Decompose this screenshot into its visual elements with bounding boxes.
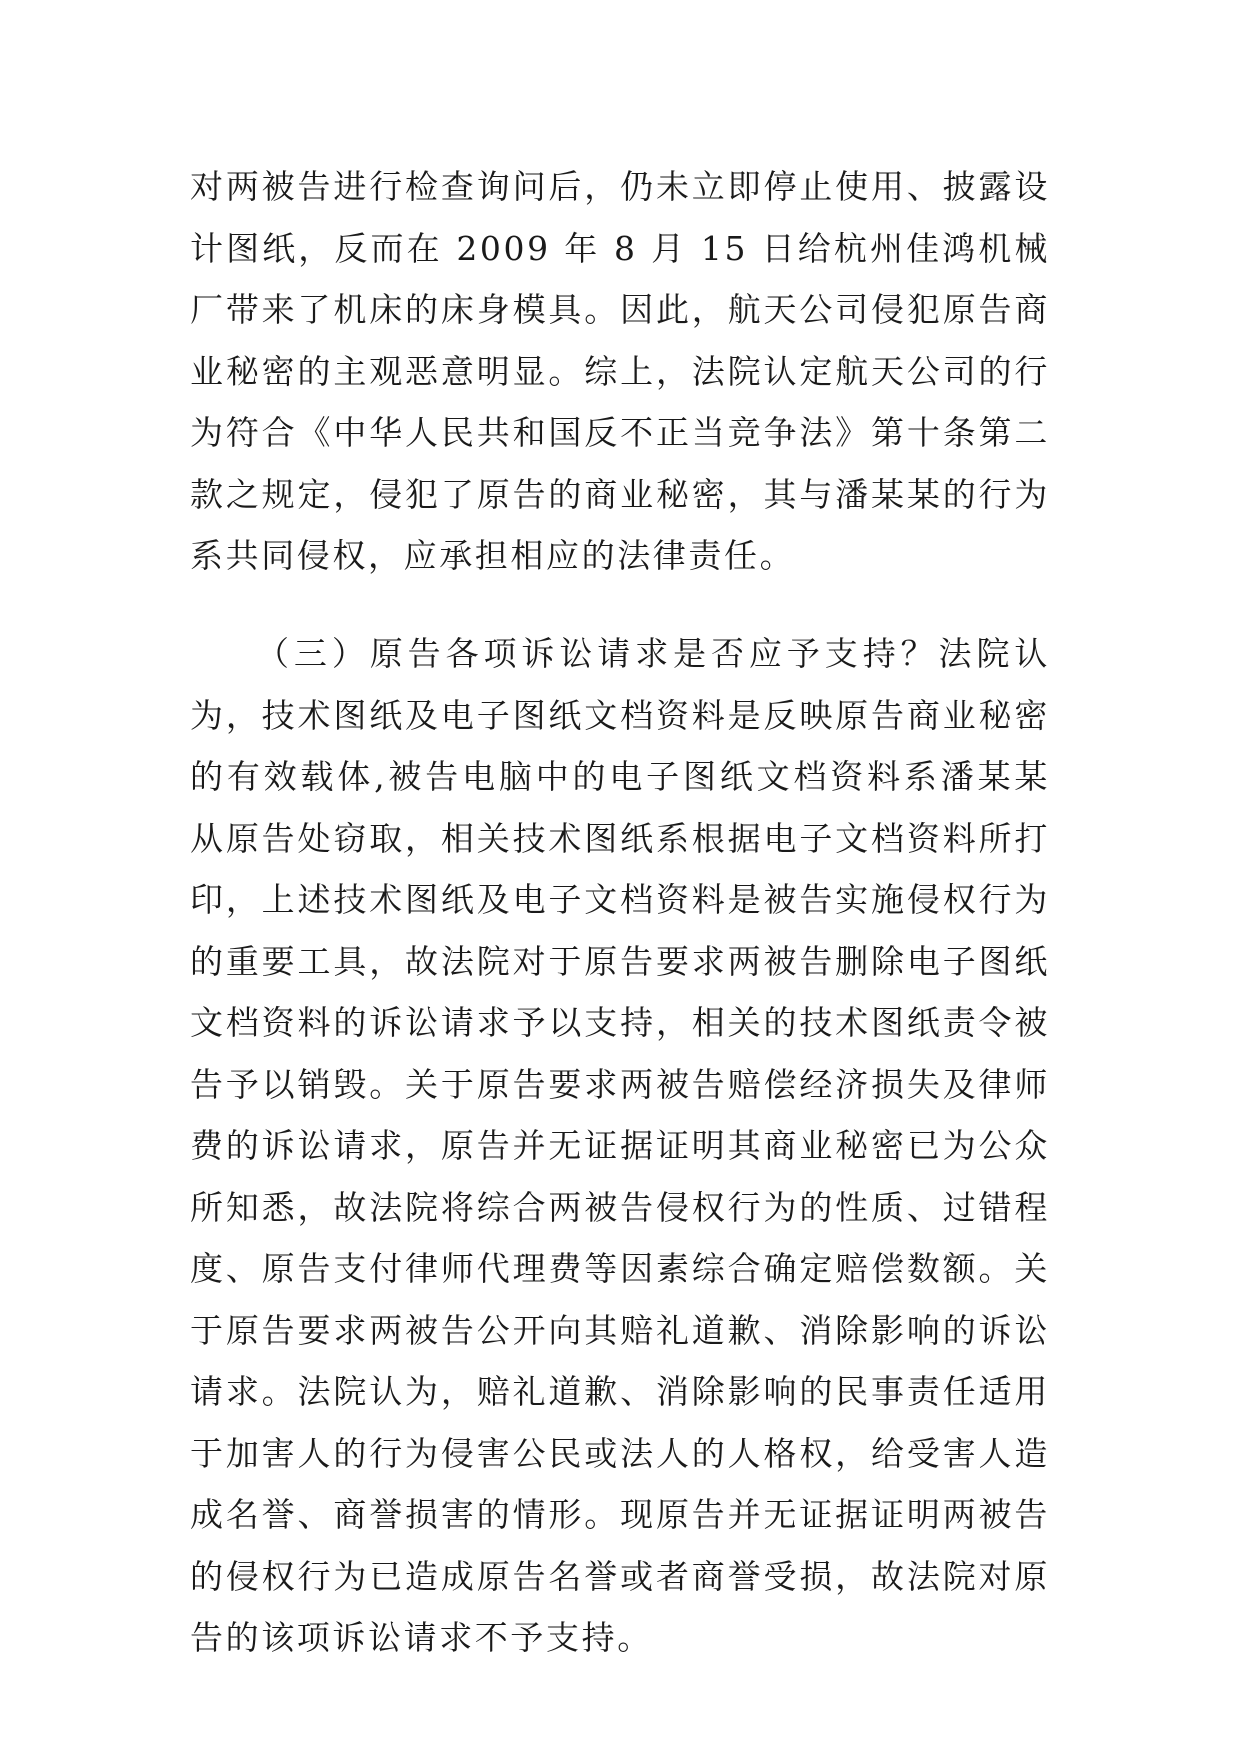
paragraph-claims-analysis: （三）原告各项诉讼请求是否应予支持？法院认为，技术图纸及电子图纸文档资料是反映原告商业秘密的有效载体,被告电脑中的电子图纸文档资料系潘某某从原告处窃取，相关技术图纸系根据电子文档资料所打印，上述技术图纸及电子文档资料是被告实施侵权行为的重要工具，故法院对于原告要求两被告删除电子图纸文档资料的诉讼请求予以支持，相关的技术图纸责令被告予以销毁。关于原告要求两被告赔偿经济损失及律师费的诉讼请求，原告并无证据证明其商业秘密已为公众所知悉，故法院将综合两被告侵权行为的性质、过错程度、原告支付律师代理费等因素综合确定赔偿数额。关于原告要求两被告公开向其赔礼道歉、消除影响的诉讼请求。法院认为，赔礼道歉、消除影响的民事责任适用于加害人的行为侵害公民或法人的人格权，给受害人造成名誉、商誉损害的情形。现原告并无证据证明两被告的侵权行为已造成原告名誉或者商誉受损，故法院对原告的该项诉讼请求不予支持。 [190,634,1050,1657]
paragraph-infringement-conclusion: 对两被告进行检查询问后，仍未立即停止使用、披露设计图纸，反而在 2009 年 8 月 15 日给杭州佳鸿机械厂带来了机床的床身模具。因此，航天公司侵犯原告商业秘密的主观恶意明显。综上，法院认定航天公司的行为符合《中华人民共和国反不正当竞争法》第十条第二款之规定，侵犯了原告的商业秘密，其与潘某某的行为系共同侵权，应承担相应的法律责任。 [190,167,1050,575]
